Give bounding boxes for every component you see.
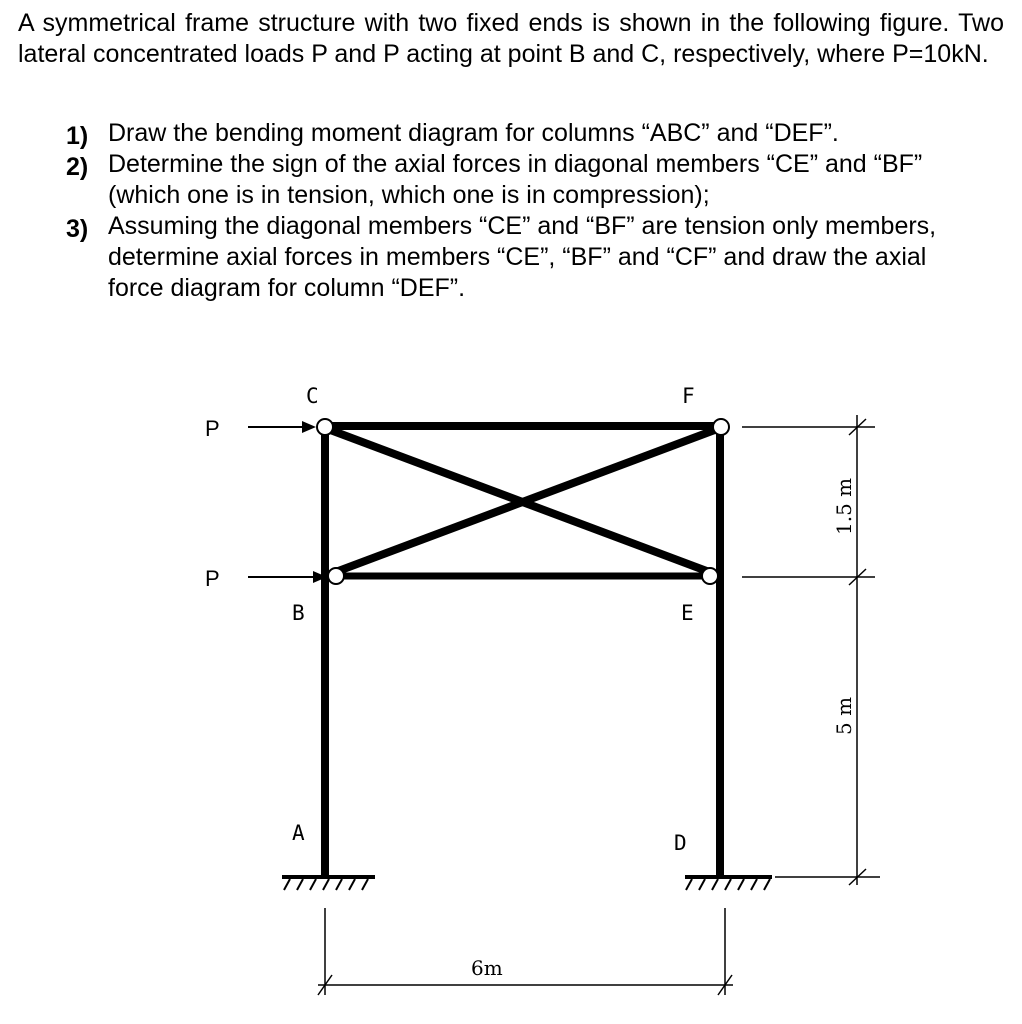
fixed-support-d [685,877,772,890]
question-3-text: Assuming the diagonal members “CE” and “BF” are tension only members, determine axial forces in members “CE”, “BF” and “CF” and draw the axial force diagram for column “DEF”. [108,212,937,302]
problem-statement: A symmetrical frame structure with two fixed ends is shown in the following figure. Two lateral concentrated loads P and P acting at point B and C, respectively, where P=10kN. [18,9,1004,68]
question-3-number: 3) [66,215,89,243]
frame-members [325,426,720,875]
dimension-span: 6m [471,956,503,980]
question-2-text: Determine the sign of the axial forces in diagonal members “CE” and “BF” (which one is in tension, which one is in compression); [108,150,923,209]
node-label-c: C [306,384,319,408]
vertical-dimension [742,415,880,885]
hinge-e [702,568,718,584]
node-label-b: B [292,601,305,625]
load-arrow-top [248,421,316,433]
node-label-e: E [681,601,694,625]
load-label-top: P [205,416,220,441]
hinge-b [328,568,344,584]
horizontal-dimension [318,908,733,995]
dimension-lower-height: 5 m [832,696,856,735]
question-1-text: Draw the bending moment diagram for columns “ABC” and “DEF”. [108,119,839,147]
node-label-d: D [674,831,687,855]
hinge-f [713,419,729,435]
dimension-upper-height: 1.5 m [832,477,856,535]
node-label-f: F [682,384,695,408]
node-label-a: A [292,821,305,845]
question-2-number: 2) [66,153,89,181]
load-arrow-bottom [248,571,327,583]
load-label-bottom: P [205,566,220,591]
hinge-c [317,419,333,435]
question-1-number: 1) [66,122,89,150]
fixed-support-a [282,877,375,890]
